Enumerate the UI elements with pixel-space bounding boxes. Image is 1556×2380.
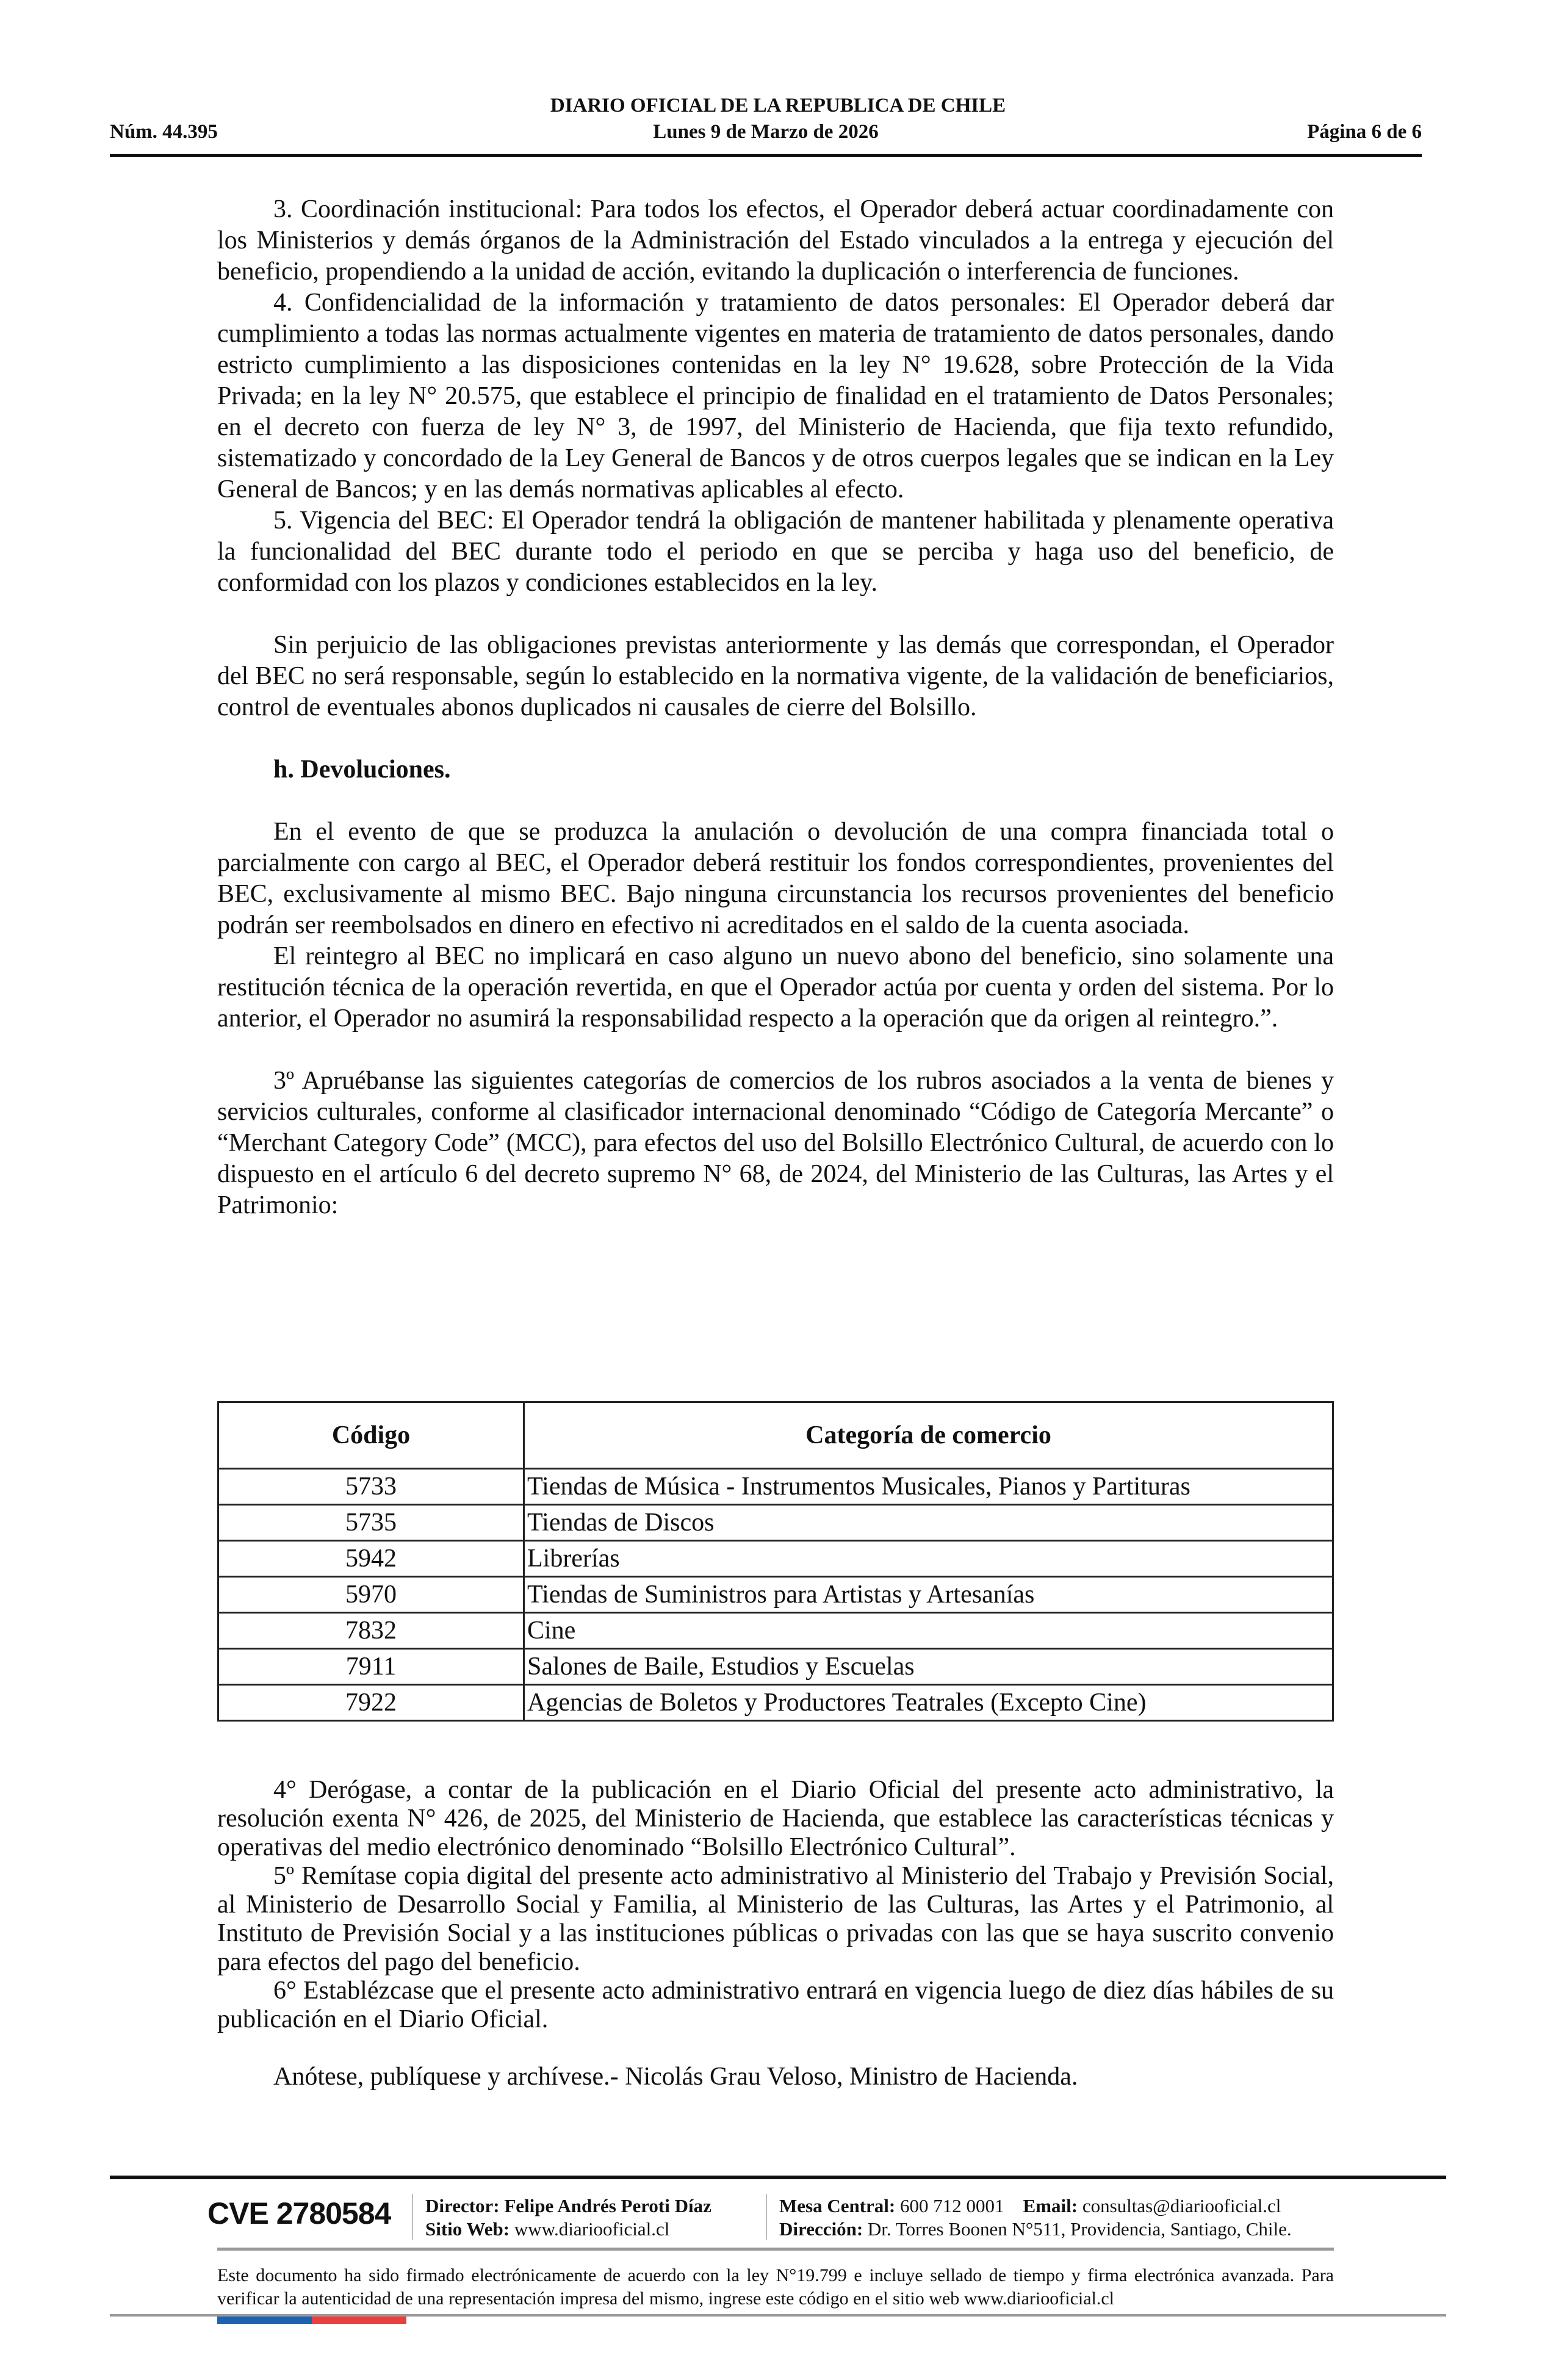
paragraph: En el evento de que se produzca la anulación o devolución de una compra financiada total o parcialmente con cargo al BEC, el Operador deberá restituir los fondos correspondientes, provenientes del BEC, exclusivamente al mismo BEC. Bajo ninguna circunstancia los recursos provenientes del beneficio podrán ser reembolsados en dinero en efectivo ni acreditados en el saldo de la cuenta asociada.: [217, 818, 1334, 939]
flag-stripe-blue: [217, 2317, 312, 2324]
address: Dr. Torres Boonen N°511, Providencia, Santiago, Chile.: [867, 2218, 1292, 2240]
table-row: [218, 1577, 1333, 1613]
column-header-category: Categoría de comercio: [524, 1402, 1333, 1469]
table-row: [218, 1469, 1333, 1505]
paragraph: Sin perjuicio de las obligaciones previstas anteriormente y las demás que correspondan, el Operador del BEC no será responsable, según lo establecido en la normativa vigente, de la validación de beneficiarios, control de eventuales abonos duplicados ni causales de cierre del Bolsillo.: [217, 631, 1334, 721]
issue-number: Núm. 44.395: [110, 121, 218, 143]
mcc-code: 5735: [218, 1505, 524, 1541]
footer-contact-block: Mesa Central: 600 712 0001 Email: consultas@diariooficial.cl Dirección: Dr. Torres Boonen N°511, Providencia, Santiago, Chile.: [779, 2195, 1292, 2240]
flag-stripe-red: [312, 2317, 406, 2324]
paragraph: 5. Vigencia del BEC: El Operador tendrá la obligación de mantener habilitada y plenamente operativa la funcionalidad del BEC durante todo el periodo en que se perciba y haga uso del beneficio, de conformidad con los plazos y condiciones establecidos en la ley.: [217, 507, 1334, 597]
paragraph: 4. Confidencialidad de la información y tratamiento de datos personales: El Operador deberá dar cumplimiento a todas las normas actualmente vigentes en materia de tratamiento de datos personales, dando estricto cumplimiento a las disposiciones contenidas en la ley N° 19.628, sobre Protección de la Vida Privada; en la ley N° 20.575, que establece el principio de finalidad en el tratamiento de Datos Personales; en el decreto con fuerza de ley N° 3, de 1997, del Ministerio de Hacienda, que fija texto refundido, sistematizado y concordado de la Ley General de Bancos y de otros cuerpos legales que se indican en la Ley General de Bancos; y en las demás normativas aplicables al efecto.: [217, 289, 1334, 503]
paragraph: 3. Coordinación institucional: Para todos los efectos, el Operador deberá actuar coordinadamente con los Ministerios y demás órganos de la Administración del Estado vinculados a la entrega y ejecución del beneficio, propendiendo a la unidad de acción, evitando la duplicación o interferencia de funciones.: [217, 195, 1334, 286]
category-name: Tiendas de Música - Instrumentos Musicales, Pianos y Partituras: [524, 1469, 1333, 1505]
merchant-category-table: [217, 1401, 1334, 1722]
page-number: Página 6 de 6: [1307, 121, 1422, 143]
category-name: Agencias de Boletos y Productores Teatrales (Excepto Cine): [524, 1685, 1333, 1721]
issue-date: Lunes 9 de Marzo de 2026: [653, 121, 879, 143]
newspaper-title: DIARIO OFICIAL DE LA REPUBLICA DE CHILE: [550, 95, 1006, 117]
category-name: Cine: [524, 1613, 1333, 1649]
category-name: Tiendas de Discos: [524, 1505, 1333, 1541]
paragraph: 6° Establézcase que el presente acto administrativo entrará en vigencia luego de diez días hábiles de su publicación en el Diario Oficial.: [217, 1977, 1334, 2033]
paragraph: El reintegro al BEC no implicará en caso alguno un nuevo abono del beneficio, sino solamente una restitución técnica de la operación revertida, en que el Operador actúa por cuenta y orden del sistema. Por lo anterior, el Operador no asumirá la responsabilidad respecto a la operación que da origen al reintegro.”.: [217, 942, 1334, 1033]
category-name: Tiendas de Suministros para Artistas y Artesanías: [524, 1577, 1333, 1613]
signature-disclaimer: Este documento ha sido firmado electrónicamente de acuerdo con la ley N°19.799 e incluye sellado de tiempo y firma electrónica avanzada. Para verificar la autenticidad de una representación impresa del mismo, ingrese este código en el sitio web www.diariooficial.cl: [217, 2265, 1334, 2309]
document-body-closing: [217, 1776, 1334, 2091]
section-heading: h. Devoluciones.: [273, 755, 451, 784]
director-name: Felipe Andrés Peroti Díaz: [504, 2195, 711, 2216]
table-row: [218, 1649, 1333, 1685]
mcc-code: 5970: [218, 1577, 524, 1613]
email-link[interactable]: consultas@diariooficial.cl: [1082, 2195, 1281, 2216]
paragraph: 3º Apruébanse las siguientes categorías de comercios de los rubros asociados a la venta de bienes y servicios culturales, conforme al clasificador internacional denominado “Código de Categoría Mercante” o “Merchant Category Code” (MCC), para efectos del uso del Bolsillo Electrónico Cultural, de acuerdo con lo dispuesto en el artículo 6 del decreto supremo N° 68, de 2024, del Ministerio de las Culturas, las Artes y el Patrimonio:: [217, 1067, 1334, 1219]
paragraph: 5º Remítase copia digital del presente acto administrativo al Ministerio del Trabajo y Previsión Social, al Ministerio de Desarrollo Social y Familia, al Ministerio de las Culturas, las Artes y el Patrimonio, al Instituto de Previsión Social y a las instituciones públicas o privadas con las que se haya suscrito convenio para efectos del pago del beneficio.: [217, 1862, 1334, 1976]
table-row: [218, 1613, 1333, 1649]
header-divider: [110, 154, 1422, 157]
footer-divider: [110, 2176, 1446, 2179]
mcc-code: 7911: [218, 1649, 524, 1685]
footer-divider-inner: [217, 2248, 1334, 2251]
table-row: [218, 1505, 1333, 1541]
mcc-code: 7922: [218, 1685, 524, 1721]
category-name: Salones de Baile, Estudios y Escuelas: [524, 1649, 1333, 1685]
paragraph: 4° Derógase, a contar de la publicación en el Diario Oficial del presente acto administrativo, la resolución exenta N° 426, de 2025, del Ministerio de Hacienda, que establece las características técnicas y operativas del medio electrónico denominado “Bolsillo Electrónico Cultural”.: [217, 1776, 1334, 1861]
document-body: [217, 194, 1334, 1221]
signature-line: Anótese, publíquese y archívese.- Nicolás Grau Veloso, Ministro de Hacienda.: [273, 2063, 1078, 2091]
phone: 600 712 0001: [900, 2195, 1004, 2216]
column-header-code: Código: [218, 1402, 524, 1469]
footer-director-block: Director: Felipe Andrés Peroti Díaz Sitio Web: www.diariooficial.cl: [425, 2195, 711, 2240]
mcc-code: 7832: [218, 1613, 524, 1649]
mcc-code: 5942: [218, 1541, 524, 1577]
mcc-code: 5733: [218, 1469, 524, 1505]
cve-code: CVE 2780584: [207, 2196, 391, 2230]
table-row: [218, 1541, 1333, 1577]
category-name: Librerías: [524, 1541, 1333, 1577]
website-link[interactable]: www.diariooficial.cl: [514, 2218, 670, 2240]
table-row: [218, 1685, 1333, 1721]
